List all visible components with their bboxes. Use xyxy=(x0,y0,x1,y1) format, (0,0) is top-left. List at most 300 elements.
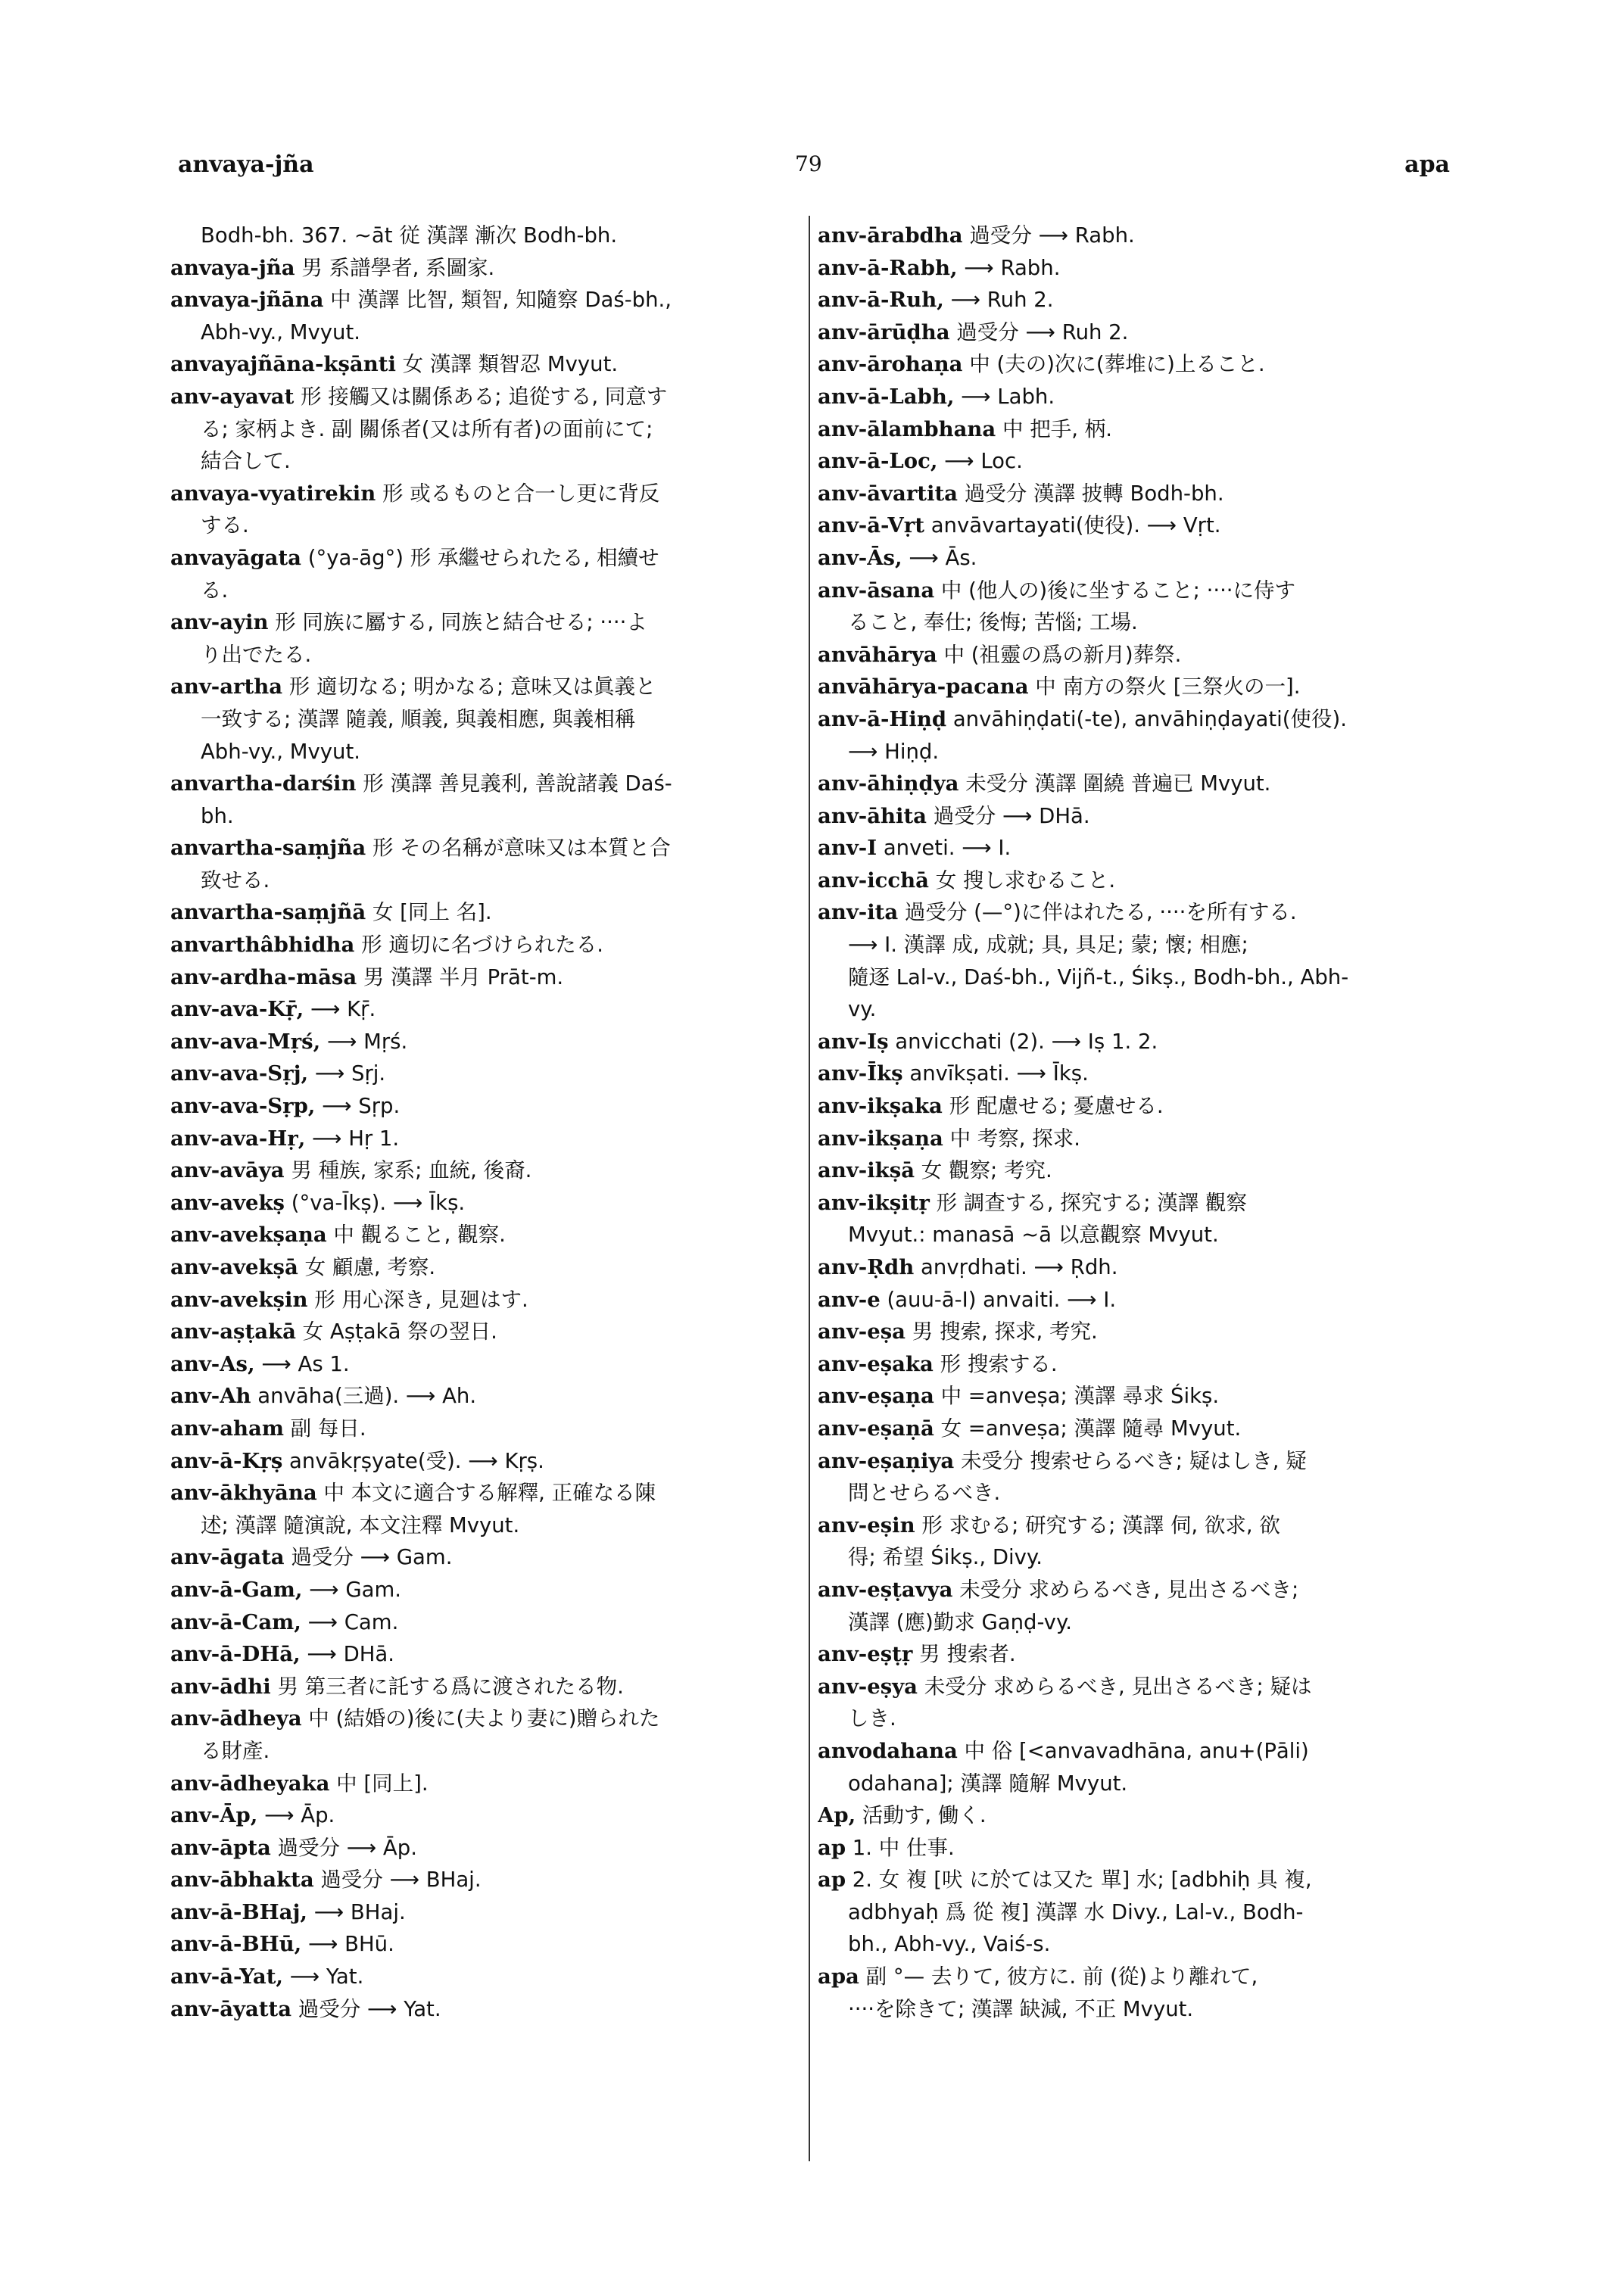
headword: anvaya-jña xyxy=(170,255,295,280)
dictionary-line xyxy=(170,1671,806,1703)
headword: anv-ava-Sṛp, xyxy=(170,1094,316,1119)
entry-text: ⟶ Kṝ. xyxy=(304,997,376,1022)
entry-text: 副 每日. xyxy=(283,1416,366,1441)
dictionary-line xyxy=(818,220,1473,252)
dictionary-line xyxy=(170,1123,806,1155)
entry-text: 述; 漢譯 隨演說, 本文注釋 Mvyut. xyxy=(201,1513,520,1537)
dictionary-line xyxy=(170,832,806,865)
entry-text: しき. xyxy=(848,1706,896,1731)
dictionary-line xyxy=(170,1316,806,1348)
entry-text: 致せる. xyxy=(201,868,270,893)
dictionary-line xyxy=(170,1703,806,1735)
headword: anvayajñāna-kṣānti xyxy=(170,352,396,377)
entry-text: 中 (祖靈の爲の新月)葬祭. xyxy=(937,642,1182,667)
entry-text: ⟶ Ās. xyxy=(902,545,977,570)
headword: anv-ā-Hiṇḍ xyxy=(818,706,947,731)
headword: anv-ikṣaka xyxy=(818,1094,943,1119)
entry-text: 未受分 求めらるべき, 見出さるべき; 疑は xyxy=(917,1674,1312,1699)
dictionary-line xyxy=(818,736,1473,768)
dictionary-line xyxy=(170,1219,806,1251)
entry-text: る財產. xyxy=(201,1738,270,1763)
headword: anv-eṣaṇa xyxy=(818,1384,934,1409)
headword: anv-ārūḍha xyxy=(818,319,950,344)
dictionary-line xyxy=(818,832,1473,865)
entry-text: ⟶ Hiṇḍ. xyxy=(848,739,940,764)
entry-text: 副 °— 去りて, 彼方に. 前 (從)より離れて, xyxy=(859,1964,1258,1989)
entry-text: 過受分 ⟶ Yat. xyxy=(291,1996,441,2021)
entry-text: る; 家柄よき. 副 關係者(又は所有者)の面前にて; xyxy=(201,416,653,441)
headword: anv-ābhakta xyxy=(170,1868,314,1893)
entry-text: 漢譯 (應)勤求 Gaṇḍ-vy. xyxy=(848,1609,1073,1634)
dictionary-line xyxy=(818,1284,1473,1316)
header-left-guideword: anvaya-jña xyxy=(178,151,314,178)
dictionary-line xyxy=(818,1574,1473,1606)
headword: anv-avekṣ xyxy=(170,1190,285,1215)
dictionary-line xyxy=(170,1864,806,1896)
dictionary-line xyxy=(170,1380,806,1413)
headword: Ap, xyxy=(818,1803,856,1828)
headword: anv-āpta xyxy=(170,1835,271,1860)
entry-text: Abh-vy., Mvyut. xyxy=(201,739,360,764)
dictionary-line xyxy=(170,1961,806,1993)
dictionary-line xyxy=(170,639,806,671)
headword: anv-ardha-māsa xyxy=(170,964,357,989)
dictionary-line xyxy=(818,1541,1473,1574)
headword: anv-āgata xyxy=(170,1545,285,1570)
dictionary-line xyxy=(818,671,1473,703)
headword: anv-icchā xyxy=(818,868,929,893)
headword: anvartha-darśin xyxy=(170,771,357,796)
headword: anv-e xyxy=(818,1287,881,1312)
entry-text: 中 俗 [<anvavadhāna, anu+(Pāli) xyxy=(957,1738,1309,1763)
dictionary-line xyxy=(818,961,1473,994)
entry-text: anvicchati (2). ⟶ Iṣ 1. 2. xyxy=(888,1029,1158,1054)
headword: anvayāgata xyxy=(170,545,301,570)
headword: anv-ava-Mṛś, xyxy=(170,1029,321,1054)
headword: anvāhārya xyxy=(818,642,937,667)
dictionary-line xyxy=(170,1058,806,1090)
entry-text: 形 適切なる; 明かなる; 意味又は眞義と xyxy=(282,675,656,699)
headword: apa xyxy=(818,1964,859,1989)
dictionary-line xyxy=(818,575,1473,607)
entry-text: ⟶ Sṛp. xyxy=(315,1094,401,1119)
dictionary-line xyxy=(818,284,1473,316)
headword: anv-ā-Gam, xyxy=(170,1577,303,1602)
entry-text: 中 觀ること, 觀察. xyxy=(326,1223,506,1248)
headword: anv-ayavat xyxy=(170,384,295,409)
dictionary-line xyxy=(818,1477,1473,1509)
entry-text: 中 (夫の)次に(葬堆に)上ること. xyxy=(962,352,1265,377)
entry-text: 中 本文に適合する解釋, 正確なる陳 xyxy=(316,1481,656,1506)
dictionary-line xyxy=(818,445,1473,478)
entry-text: り出でたる. xyxy=(201,642,312,667)
entry-text: 中 漢譯 比智, 類智, 知隨察 Daś-bh., xyxy=(323,288,672,313)
entry-text: 形 求むる; 研究する; 漢譯 伺, 欲求, 欲 xyxy=(915,1513,1280,1537)
dictionary-line xyxy=(818,1768,1473,1800)
headword: anv-ā-DHā, xyxy=(170,1642,301,1667)
dictionary-line xyxy=(170,284,806,316)
entry-text: 形 用心深き, 見廻はす. xyxy=(307,1287,528,1312)
entry-text: 中 南方の祭火 [三祭火の一]. xyxy=(1028,675,1301,699)
headword: anv-Ās, xyxy=(818,545,902,570)
dictionary-line xyxy=(818,1187,1473,1220)
dictionary-line xyxy=(170,1768,806,1800)
dictionary-line xyxy=(818,896,1473,929)
dictionary-line xyxy=(818,509,1473,542)
entry-text: 形 その名稱が意味又は本質と合 xyxy=(366,836,671,861)
headword: ap xyxy=(818,1835,846,1860)
headword: anv-ākhyāna xyxy=(170,1481,317,1506)
entry-text: 過受分 ⟶ Gam. xyxy=(284,1545,453,1570)
dictionary-line xyxy=(818,381,1473,413)
headword: anv-I xyxy=(818,836,877,861)
dictionary-line xyxy=(818,768,1473,800)
entry-text: ⟶ Loc. xyxy=(937,449,1023,474)
entry-text: 過受分 ⟶ DHā. xyxy=(927,803,1090,828)
entry-text: 女 [同上 名]. xyxy=(366,900,492,925)
dictionary-line xyxy=(818,1509,1473,1542)
entry-text: 男 系譜學者, 系圖家. xyxy=(295,255,495,280)
dictionary-line xyxy=(170,1606,806,1639)
dictionary-line xyxy=(170,1541,806,1574)
dictionary-line xyxy=(818,639,1473,671)
headword: anv-eṣṭavya xyxy=(818,1577,953,1602)
entry-text: ⟶ Mṛś. xyxy=(320,1029,408,1054)
dictionary-line xyxy=(818,606,1473,639)
dictionary-line xyxy=(170,736,806,768)
dictionary-line xyxy=(818,1799,1473,1832)
dictionary-line xyxy=(818,1123,1473,1155)
dictionary-line xyxy=(170,1832,806,1865)
dictionary-line xyxy=(818,478,1473,510)
dictionary-line xyxy=(170,478,806,510)
entry-text: ること, 奉仕; 後悔; 苦惱; 工場. xyxy=(848,610,1138,635)
dictionary-line xyxy=(818,993,1473,1026)
headword: anv-ārabdha xyxy=(818,223,963,248)
dictionary-line xyxy=(818,1154,1473,1187)
entry-text: する. xyxy=(201,513,249,538)
headword: anv-ā-BHū, xyxy=(170,1932,302,1957)
dictionary-line xyxy=(818,252,1473,285)
header-right-guideword: apa xyxy=(1404,151,1450,178)
entry-text: ⟶ Ruh 2. xyxy=(943,288,1054,313)
entry-text: 女 Aṣṭakā 祭の翌日. xyxy=(295,1319,497,1344)
page-header xyxy=(0,151,1624,189)
entry-text: 得; 希望 Śikṣ., Divy. xyxy=(848,1545,1043,1570)
headword: anvarthâbhidha xyxy=(170,933,355,958)
dictionary-line xyxy=(170,1251,806,1284)
headword: anv-ikṣā xyxy=(818,1158,915,1183)
dictionary-line xyxy=(170,1735,806,1768)
entry-text: ⟶ As 1. xyxy=(254,1351,350,1376)
dictionary-line xyxy=(170,1993,806,2026)
dictionary-line xyxy=(170,865,806,897)
entry-text: 男 搜索者. xyxy=(912,1642,1016,1667)
headword: anv-ā-Loc, xyxy=(818,449,938,474)
entry-text: 過受分 ⟶ BHaj. xyxy=(313,1868,482,1893)
left-column xyxy=(170,220,806,2025)
dictionary-line xyxy=(818,542,1473,575)
dictionary-line xyxy=(818,1058,1473,1090)
dictionary-line xyxy=(170,1799,806,1832)
headword: anvāhārya-pacana xyxy=(818,675,1029,699)
headword: anv-ikṣaṇa xyxy=(818,1126,943,1151)
entry-text: 男 漢譯 半月 Prāt-m. xyxy=(357,964,564,989)
headword: anv-ā-Yat, xyxy=(170,1964,284,1989)
headword: anv-ā-BHaj, xyxy=(170,1899,308,1924)
entry-text: ⟶ Cam. xyxy=(301,1609,399,1634)
entry-text: 女 顧慮, 考察. xyxy=(298,1255,436,1279)
dictionary-line xyxy=(170,542,806,575)
headword: anv-eṣaṇiya xyxy=(818,1448,955,1473)
dictionary-line xyxy=(170,606,806,639)
dictionary-line xyxy=(170,768,806,800)
headword: anv-āyatta xyxy=(170,1996,292,2021)
dictionary-line xyxy=(818,1380,1473,1413)
dictionary-line xyxy=(170,1154,806,1187)
headword: anv-aham xyxy=(170,1416,284,1441)
dictionary-line xyxy=(818,865,1473,897)
entry-text: 過受分 漢譯 披轉 Bodh-bh. xyxy=(957,481,1224,506)
dictionary-line xyxy=(818,1864,1473,1896)
dictionary-line xyxy=(818,1961,1473,1993)
headword: anv-ava-Hṛ, xyxy=(170,1126,306,1151)
headword: anv-ikṣitṛ xyxy=(818,1190,930,1215)
entry-text: ····を除きて; 漢譯 缺減, 不正 Mvyut. xyxy=(848,1996,1194,2021)
headword: anv-āhita xyxy=(818,803,927,828)
headword: anv-ita xyxy=(818,900,899,925)
entry-text: 形 適切に名づけられたる. xyxy=(354,933,604,958)
entry-text: 過受分 (—°)に伴はれたる, ····を所有する. xyxy=(898,900,1297,925)
dictionary-line xyxy=(170,316,806,349)
dictionary-line xyxy=(170,1445,806,1478)
headword: anv-ā-Cam, xyxy=(170,1609,301,1634)
dictionary-line xyxy=(818,1316,1473,1348)
entry-text: bh. xyxy=(201,803,234,828)
entry-text: ⟶ Gam. xyxy=(302,1577,402,1602)
dictionary-line xyxy=(818,1606,1473,1639)
entry-text: anvīkṣati. ⟶ Īkṣ. xyxy=(902,1061,1089,1086)
dictionary-line xyxy=(818,703,1473,736)
entry-text: Mvyut.: manasā ~ā 以意觀察 Mvyut. xyxy=(848,1223,1219,1248)
entry-text: (°va-Īkṣ). ⟶ Īkṣ. xyxy=(285,1190,466,1215)
headword: anv-avekṣā xyxy=(170,1255,298,1279)
dictionary-line xyxy=(818,1928,1473,1961)
headword: anv-ādheyaka xyxy=(170,1771,330,1796)
dictionary-line xyxy=(818,1348,1473,1381)
dictionary-line xyxy=(170,929,806,961)
headword: anv-Āp, xyxy=(170,1803,258,1828)
page-number: 79 xyxy=(795,151,822,176)
entry-text: anvākṛṣyate(受). ⟶ Kṛṣ. xyxy=(282,1448,544,1473)
entry-text: ⟶ Rabh. xyxy=(957,255,1061,280)
headword: anv-ā-Ruh, xyxy=(818,288,944,313)
entry-text: anvāvartayati(使役). ⟶ Vṛt. xyxy=(924,513,1221,538)
dictionary-line xyxy=(818,316,1473,349)
dictionary-line xyxy=(170,252,806,285)
headword: anv-āsana xyxy=(818,578,935,603)
headword: anv-eṣṭṛ xyxy=(818,1642,913,1667)
dictionary-line xyxy=(170,703,806,736)
dictionary-line xyxy=(818,1251,1473,1284)
dictionary-line xyxy=(170,1509,806,1542)
entry-text: 中 [同上]. xyxy=(329,1771,429,1796)
headword: anvodahana xyxy=(818,1738,958,1763)
dictionary-line xyxy=(170,1896,806,1929)
dictionary-line xyxy=(170,1348,806,1381)
entry-text: bh., Abh-vy., Vaiś-s. xyxy=(848,1932,1051,1957)
entry-text: 形 搜索する. xyxy=(933,1351,1058,1376)
headword: anv-eṣya xyxy=(818,1674,918,1699)
headword: anv-ā-Rabh, xyxy=(818,255,958,280)
dictionary-line xyxy=(818,1413,1473,1445)
entry-text: ⟶ Āp. xyxy=(257,1803,335,1828)
headword: anv-aṣṭakā xyxy=(170,1319,296,1344)
entry-text: 未受分 搜索せらるべき; 疑はしき, 疑 xyxy=(954,1448,1307,1473)
headword: anv-eṣaṇā xyxy=(818,1416,934,1441)
entry-text: 中 考察, 探求. xyxy=(943,1126,1081,1151)
entry-text: 女 搜し求むること. xyxy=(928,868,1116,893)
entry-text: odahana]; 漢譯 隨解 Mvyut. xyxy=(848,1771,1128,1796)
dictionary-line xyxy=(170,1090,806,1123)
dictionary-line xyxy=(818,1026,1473,1058)
entry-text: ⟶ BHaj. xyxy=(307,1899,406,1924)
headword: anv-avekṣaṇa xyxy=(170,1223,327,1248)
entry-text: anvṛdhati. ⟶ Ṛdh. xyxy=(914,1255,1118,1279)
headword: anvartha-saṃjña xyxy=(170,836,366,861)
dictionary-line xyxy=(170,220,806,252)
dictionary-line xyxy=(170,671,806,703)
entry-text: anvāha(三過). ⟶ Ah. xyxy=(251,1384,477,1409)
headword: anv-āhiṇḍya xyxy=(818,771,959,796)
entry-text: 女 觀察; 考究. xyxy=(915,1158,1052,1183)
entry-text: ⟶ Sṛj. xyxy=(308,1061,386,1086)
entry-text: ⟶ Labh. xyxy=(954,384,1055,409)
headword: anvartha-saṃjñā xyxy=(170,900,366,925)
dictionary-line xyxy=(170,1284,806,1316)
entry-text: 活動す, 働く. xyxy=(856,1803,987,1828)
headword: ap xyxy=(818,1868,846,1893)
entry-text: 問とせらるべき. xyxy=(848,1481,1001,1506)
entry-text: 中 把手, 柄. xyxy=(996,416,1112,441)
headword: anv-ādhi xyxy=(170,1674,271,1699)
headword: anv-ayin xyxy=(170,610,269,635)
headword: anv-āvartita xyxy=(818,481,958,506)
dictionary-line xyxy=(170,800,806,833)
dictionary-line xyxy=(170,1638,806,1671)
dictionary-line xyxy=(818,1219,1473,1251)
entry-text: 2. 女 複 [吠 に於ては又た 單] 水; [adbhiḥ 具 複, xyxy=(846,1868,1312,1893)
entry-text: 1. 中 仕事. xyxy=(846,1835,955,1860)
dictionary-line xyxy=(170,1928,806,1961)
dictionary-line xyxy=(818,1638,1473,1671)
dictionary-line xyxy=(818,348,1473,381)
entry-text: 男 第三者に託する爲に渡されたる物. xyxy=(270,1674,624,1699)
headword: anv-artha xyxy=(170,675,283,699)
entry-text: 形 同族に屬する, 同族と結合せる; ····よ xyxy=(268,610,647,635)
dictionary-line xyxy=(818,1671,1473,1703)
dictionary-line xyxy=(170,1187,806,1220)
entry-text: ⟶ BHū. xyxy=(301,1932,394,1957)
dictionary-line xyxy=(170,445,806,478)
entry-text: 過受分 ⟶ Āp. xyxy=(270,1835,417,1860)
headword: anv-ālambhana xyxy=(818,416,996,441)
headword: anvaya-vyatirekin xyxy=(170,481,376,506)
entry-text: (°ya-āg°) 形 承繼せられたる, 相續せ xyxy=(301,545,659,570)
entry-text: vy. xyxy=(848,997,877,1022)
headword: anvaya-jñāna xyxy=(170,288,324,313)
entry-text: る. xyxy=(201,578,229,603)
headword: anv-ā-Labh, xyxy=(818,384,955,409)
entry-text: 男 種族, 家系; 血統, 後裔. xyxy=(284,1158,532,1183)
dictionary-line xyxy=(170,1413,806,1445)
entry-text: 形 漢譯 善見義利, 善說諸義 Daś- xyxy=(356,771,672,796)
entry-text: 形 調查する, 探究する; 漢譯 觀察 xyxy=(929,1190,1248,1215)
entry-text: anvāhiṇḍati(-te), anvāhiṇḍayati(使役). xyxy=(946,706,1347,731)
entry-text: 女 =anveṣa; 漢譯 隨尋 Mvyut. xyxy=(934,1416,1242,1441)
headword: anv-avekṣin xyxy=(170,1287,308,1312)
headword: anv-avāya xyxy=(170,1158,285,1183)
dictionary-line xyxy=(170,1477,806,1509)
right-column xyxy=(818,220,1473,2025)
entry-text: (auu-ā-I) anvaiti. ⟶ I. xyxy=(880,1287,1117,1312)
dictionary-line xyxy=(818,1735,1473,1768)
entry-text: 結合して. xyxy=(201,449,291,474)
headword: anv-ā-Kṛṣ xyxy=(170,1448,283,1473)
headword: anv-Ṛdh xyxy=(818,1255,915,1279)
headword: anv-eṣa xyxy=(818,1319,906,1344)
headword: anv-Iṣ xyxy=(818,1029,889,1054)
dictionary-line xyxy=(170,993,806,1026)
entry-text: 女 漢譯 類智忍 Mvyut. xyxy=(395,352,619,377)
dictionary-line xyxy=(818,800,1473,833)
dictionary-line xyxy=(170,1026,806,1058)
dictionary-line xyxy=(818,1445,1473,1478)
entry-text: 男 搜索, 探求, 考究. xyxy=(906,1319,1098,1344)
entry-text: 過受分 ⟶ Ruh 2. xyxy=(949,319,1129,344)
entry-text: 一致する; 漢譯 隨義, 順義, 與義相應, 與義相稱 xyxy=(201,706,636,731)
entry-text: 形 或るものと合一し更に背反 xyxy=(376,481,660,506)
entry-text: 未受分 漢譯 圍繞 普遍已 Mvyut. xyxy=(959,771,1271,796)
headword: anv-As, xyxy=(170,1351,255,1376)
entry-text: 形 配慮せる; 憂慮せる. xyxy=(942,1094,1164,1119)
dictionary-line xyxy=(818,1896,1473,1929)
entry-text: 過受分 ⟶ Rabh. xyxy=(962,223,1135,248)
dictionary-line xyxy=(170,413,806,446)
entry-text: 中 (結婚の)後に(夫より妻に)贈られた xyxy=(301,1706,660,1731)
entry-text: 中 =anveṣa; 漢譯 尋求 Śikṣ. xyxy=(934,1384,1220,1409)
headword: anv-eṣin xyxy=(818,1513,915,1537)
dictionary-line xyxy=(170,381,806,413)
dictionary-line xyxy=(818,1090,1473,1123)
dictionary-line xyxy=(818,929,1473,961)
entry-text: anveti. ⟶ I. xyxy=(877,836,1011,861)
dictionary-line xyxy=(170,348,806,381)
headword: anv-ava-Kṝ, xyxy=(170,997,304,1022)
headword: anv-ā-Vṛt xyxy=(818,513,924,538)
dictionary-line xyxy=(170,961,806,994)
dictionary-line xyxy=(818,413,1473,446)
entry-text: ⟶ Yat. xyxy=(283,1964,364,1989)
headword: anv-Ah xyxy=(170,1384,251,1409)
entry-text: ⟶ I. 漢譯 成, 成就; 具, 具足; 蒙; 懷; 相應; xyxy=(848,933,1248,958)
entry-text: adbhyaḥ 爲 從 複] 漢譯 水 Divy., Lal-v., Bodh- xyxy=(848,1899,1304,1924)
entry-text: Bodh-bh. 367. ~āt 従 漢譯 漸次 Bodh-bh. xyxy=(201,223,618,248)
entry-text: 形 接觸又は關係ある; 追從する, 同意す xyxy=(294,384,668,409)
entry-text: Abh-vy., Mvyut. xyxy=(201,319,360,344)
dictionary-line xyxy=(818,1703,1473,1735)
entry-text: ⟶ Hṛ 1. xyxy=(305,1126,400,1151)
